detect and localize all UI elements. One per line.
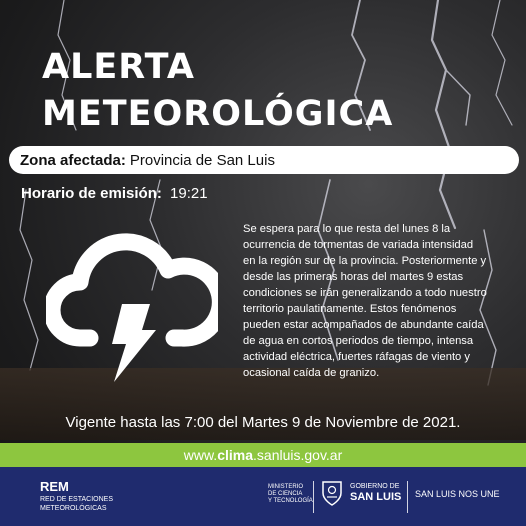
footer-divider: [407, 481, 408, 513]
rem-subtitle-line2: METEOROLÓGICAS: [40, 505, 107, 512]
alert-title-line1: ALERTA: [42, 47, 195, 87]
website-bar[interactable]: [0, 443, 526, 467]
footer-divider: [313, 481, 314, 513]
website-suffix: .sanluis.gov.ar: [253, 447, 343, 463]
validity-text: Vigente hasta las 7:00 del Martes 9 de Noviembre de 2021.: [65, 414, 461, 431]
ministry-line3: Y TECNOLOGÍA: [268, 498, 313, 504]
province-seal-icon: [320, 479, 344, 507]
rem-subtitle-line1: RED DE ESTACIONES: [40, 496, 113, 503]
affected-zone-bar: [9, 146, 519, 174]
emission-time: [21, 185, 208, 202]
slogan-text: SAN LUIS NOS UNE: [415, 489, 500, 499]
website-domain: clima: [217, 447, 254, 463]
government-label-line1: GOBIERNO DE: [350, 483, 400, 490]
alert-description: Se espera para lo que resta del lunes 8 la ocurrencia de tormentas de variada intensidad en la región sur de la provincia. Posteriormente y desde las primeras horas del martes 9 estas condiciones se irán generalizando a todo nuestro territorio paulatinamente. Estos fenómenos pueden estar acompañados de abundante caída de agua en cortos periodos de tiempo, intensa actividad eléctrica, fuertes ráfagas de viento y ocasional caída de granizo.: [243, 223, 487, 379]
ministry-label: [268, 484, 313, 505]
footer-bar: [0, 467, 526, 526]
storm-cloud-icon: [46, 226, 218, 384]
affected-zone-value: Provincia de San Luis: [129, 151, 275, 169]
ministry-line2: DE CIENCIA: [268, 491, 303, 497]
affected-zone-label: Zona afectada:: [20, 151, 126, 169]
government-label-line2: SAN LUIS: [350, 491, 402, 503]
alert-title-line2: METEOROLÓGICA: [42, 94, 394, 134]
emission-time-label: Horario de emisión:: [21, 185, 162, 202]
rem-subtitle: [40, 495, 113, 513]
rem-logo-text: REM: [40, 479, 69, 494]
ministry-line1: MINISTERIO: [268, 484, 304, 490]
emission-time-value: 19:21: [170, 185, 208, 202]
website-prefix: www.: [183, 447, 218, 463]
